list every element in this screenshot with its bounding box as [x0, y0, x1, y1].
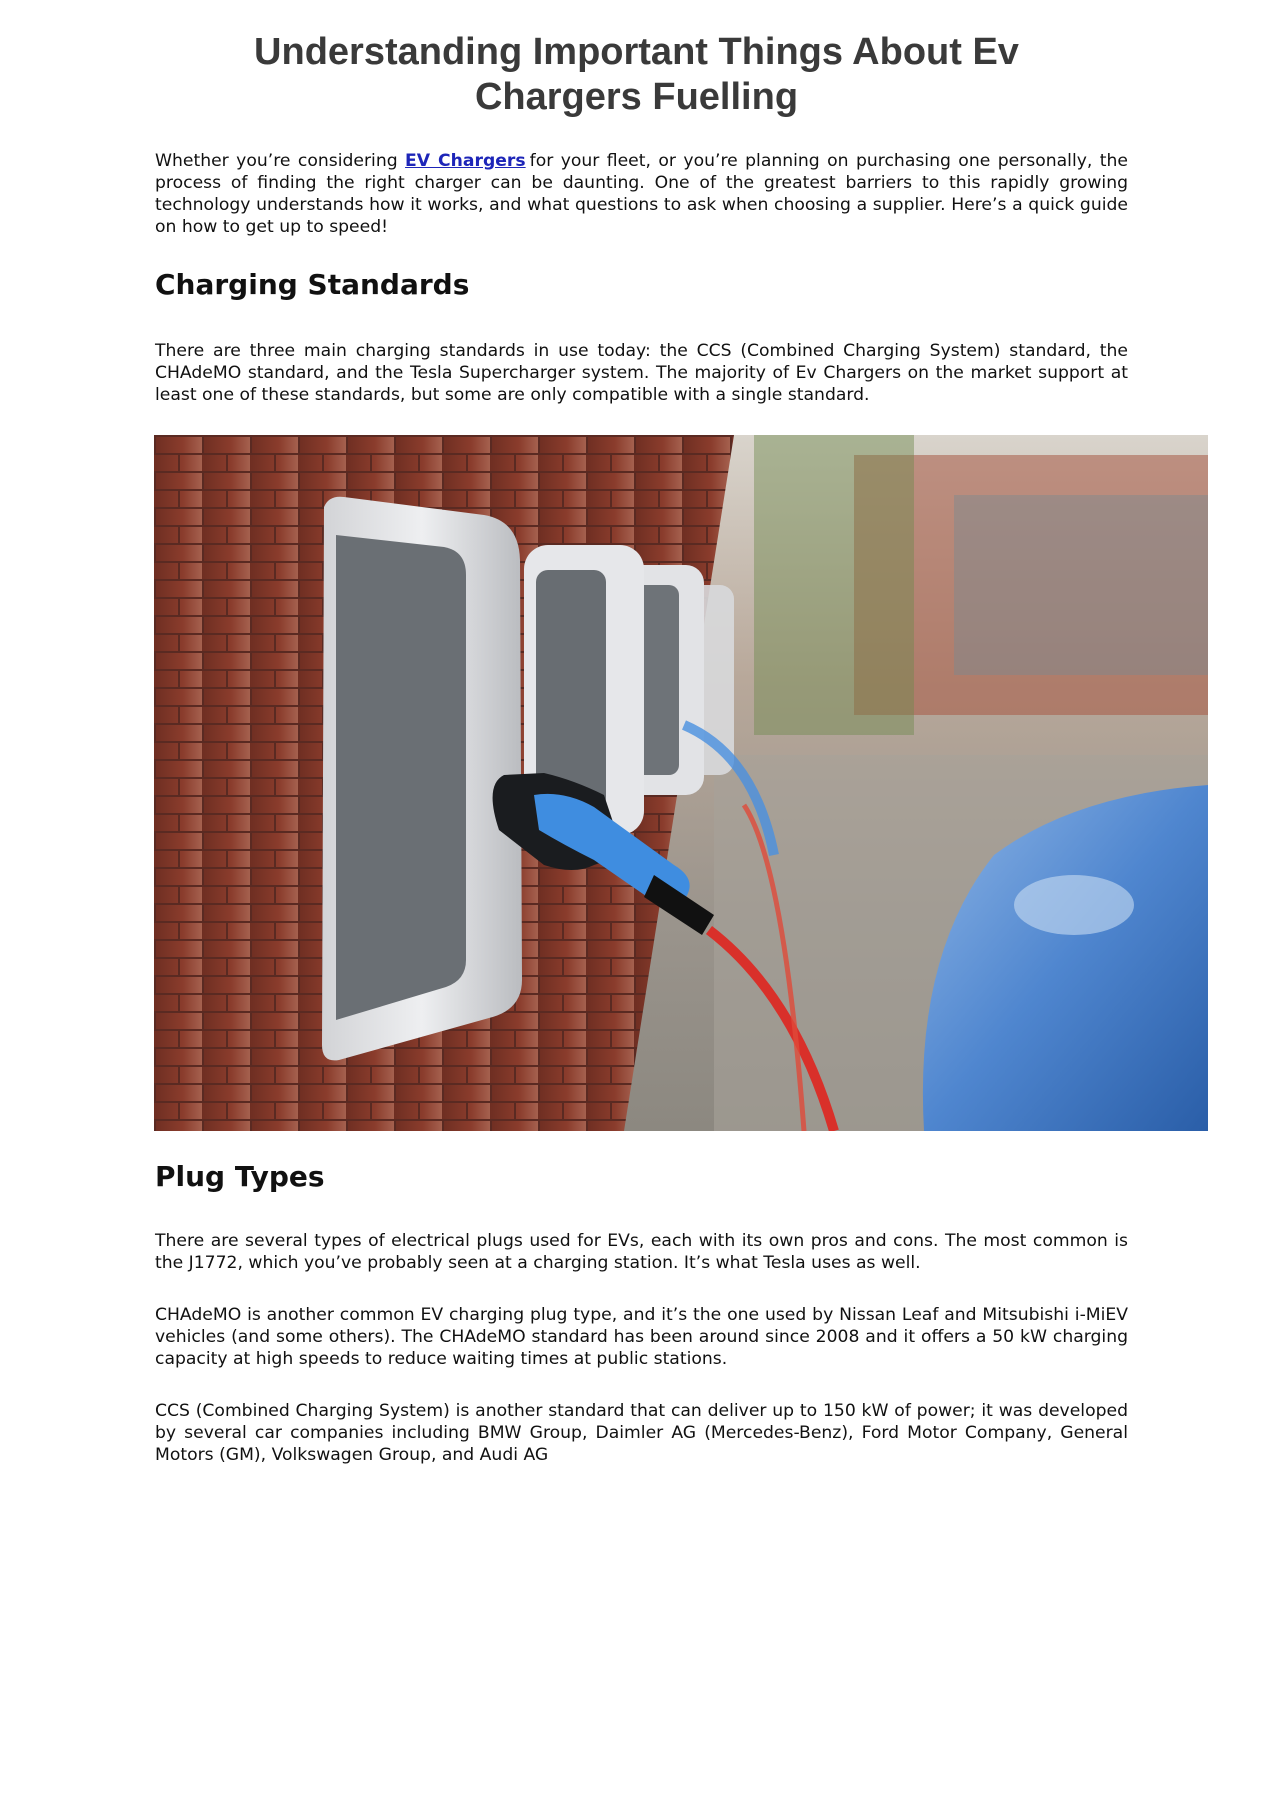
- ev-chargers-link[interactable]: EV Chargers: [405, 151, 526, 171]
- charging-standards-paragraph: There are three main charging standards in use today: the CCS (Combined Charging System) standard, the CHAdeMO standard, and the Tesla Supercharger system. The majority of Ev Chargers on the market support at least one of these standards, but some are only compatible with a single standard.: [155, 341, 1128, 405]
- document-title: Understanding Important Things About Ev Chargers Fuelling: [254, 31, 1019, 118]
- ev-charger-photo: [154, 435, 1208, 1131]
- intro-paragraph: [155, 150, 1128, 238]
- plug-types-paragraph-2: CHAdeMO is another common EV charging plug type, and it’s the one used by Nissan Leaf and Mitsubishi i-MiEV vehicles (and some others). The CHAdeMO standard has been around since 2008 and it offers a 50 kW charging capacity at high speeds to reduce waiting times at public stations.: [155, 1305, 1128, 1369]
- plug-types-paragraph-3: CCS (Combined Charging System) is another standard that can deliver up to 150 kW of power; it was developed by several car companies including BMW Group, Daimler AG (Mercedes-Benz), Ford Motor Company, General Motors (GM), Volkswagen Group, and Audi AG: [155, 1401, 1128, 1465]
- plug-types-paragraph-1: There are several types of electrical plugs used for EVs, each with its own pros and cons. The most common is the J1772, which you’ve probably seen at a charging station. It’s what Tesla uses as well.: [155, 1231, 1128, 1273]
- intro-text-after-link: for your fleet, or you’re planning on purchasing one personally, the process of finding the right charger can be daunting. One of the greatest barriers to this rapidly growing technology understands how it works, and what questions to ask when choosing a supplier. Here’s a quick guide on how to get up to speed!: [155, 151, 1128, 237]
- intro-text-before-link: Whether you’re considering: [155, 151, 406, 171]
- charging-standards-heading: Charging Standards: [155, 268, 470, 301]
- plug-types-heading: Plug Types: [155, 1160, 325, 1193]
